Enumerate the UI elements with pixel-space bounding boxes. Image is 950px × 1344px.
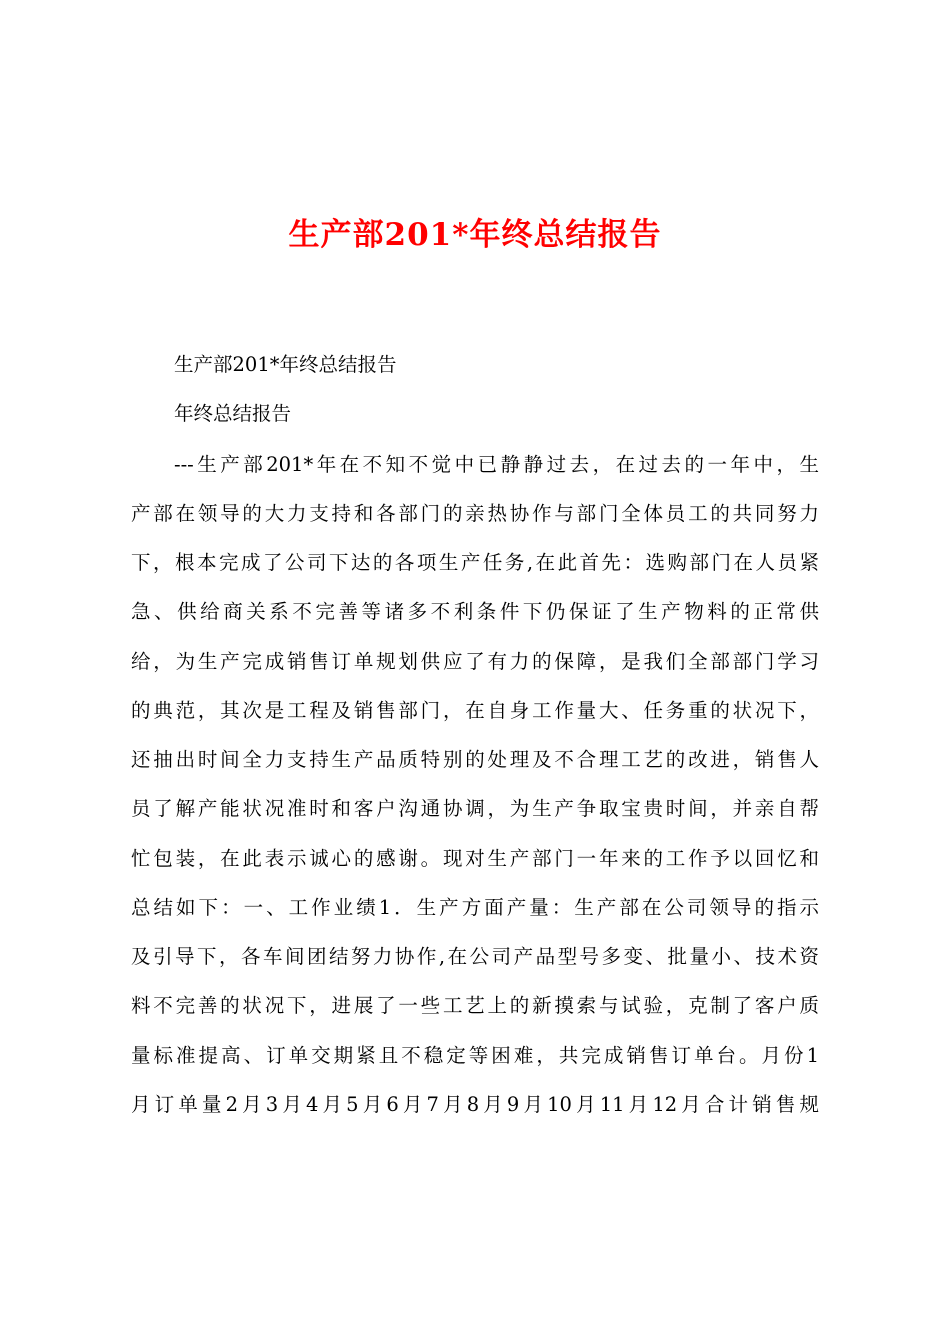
heading-line: 年终总结报告: [174, 402, 292, 425]
paragraph-line: 给，为生产完成销售订单规划供应了有力的保障，是我们全部部门学习: [131, 650, 819, 673]
paragraph-line: 员了解产能状况准时和客户沟通协调，为生产争取宝贵时间，并亲自帮: [131, 797, 819, 820]
paragraph-line: 量标准提高、订单交期紧且不稳定等困难，共完成销售订单台。月份1: [131, 1044, 819, 1067]
paragraph-line: 下，根本完成了公司下达的各项生产任务,在此首先：选购部门在人员紧: [131, 551, 819, 574]
paragraph-line: 月订单量2月3月4月5月6月7月8月9月10月11月12月合计销售规: [131, 1093, 819, 1116]
paragraph-line: 及引导下，各车间团结努力协作,在公司产品型号多变、批量小、技术资: [131, 945, 819, 968]
paragraph-line: 急、供给商关系不完善等诸多不利条件下仍保证了生产物料的正常供: [131, 600, 819, 623]
paragraph-line: ---生产部201*年在不知不觉中已静静过去，在过去的一年中，生: [174, 453, 819, 476]
paragraph-line: 忙包装，在此表示诚心的感谢。现对生产部门一年来的工作予以回忆和: [131, 847, 819, 870]
paragraph-line: 的典范，其次是工程及销售部门，在自身工作量大、任务重的状况下，: [131, 699, 819, 722]
document-title: 生产部201*年终总结报告: [288, 217, 662, 253]
paragraph-line: 总结如下：一、工作业绩1．生产方面产量：生产部在公司领导的指示: [131, 896, 819, 919]
paragraph-line: 产部在领导的大力支持和各部门的亲热协作与部门全体员工的共同努力: [131, 502, 819, 525]
subtitle-line: 生产部201*年终总结报告: [174, 353, 397, 376]
paragraph-line: 还抽出时间全力支持生产品质特别的处理及不合理工艺的改进，销售人: [131, 748, 819, 771]
paragraph-line: 料不完善的状况下，进展了一些工艺上的新摸索与试验，克制了客户质: [131, 994, 819, 1017]
